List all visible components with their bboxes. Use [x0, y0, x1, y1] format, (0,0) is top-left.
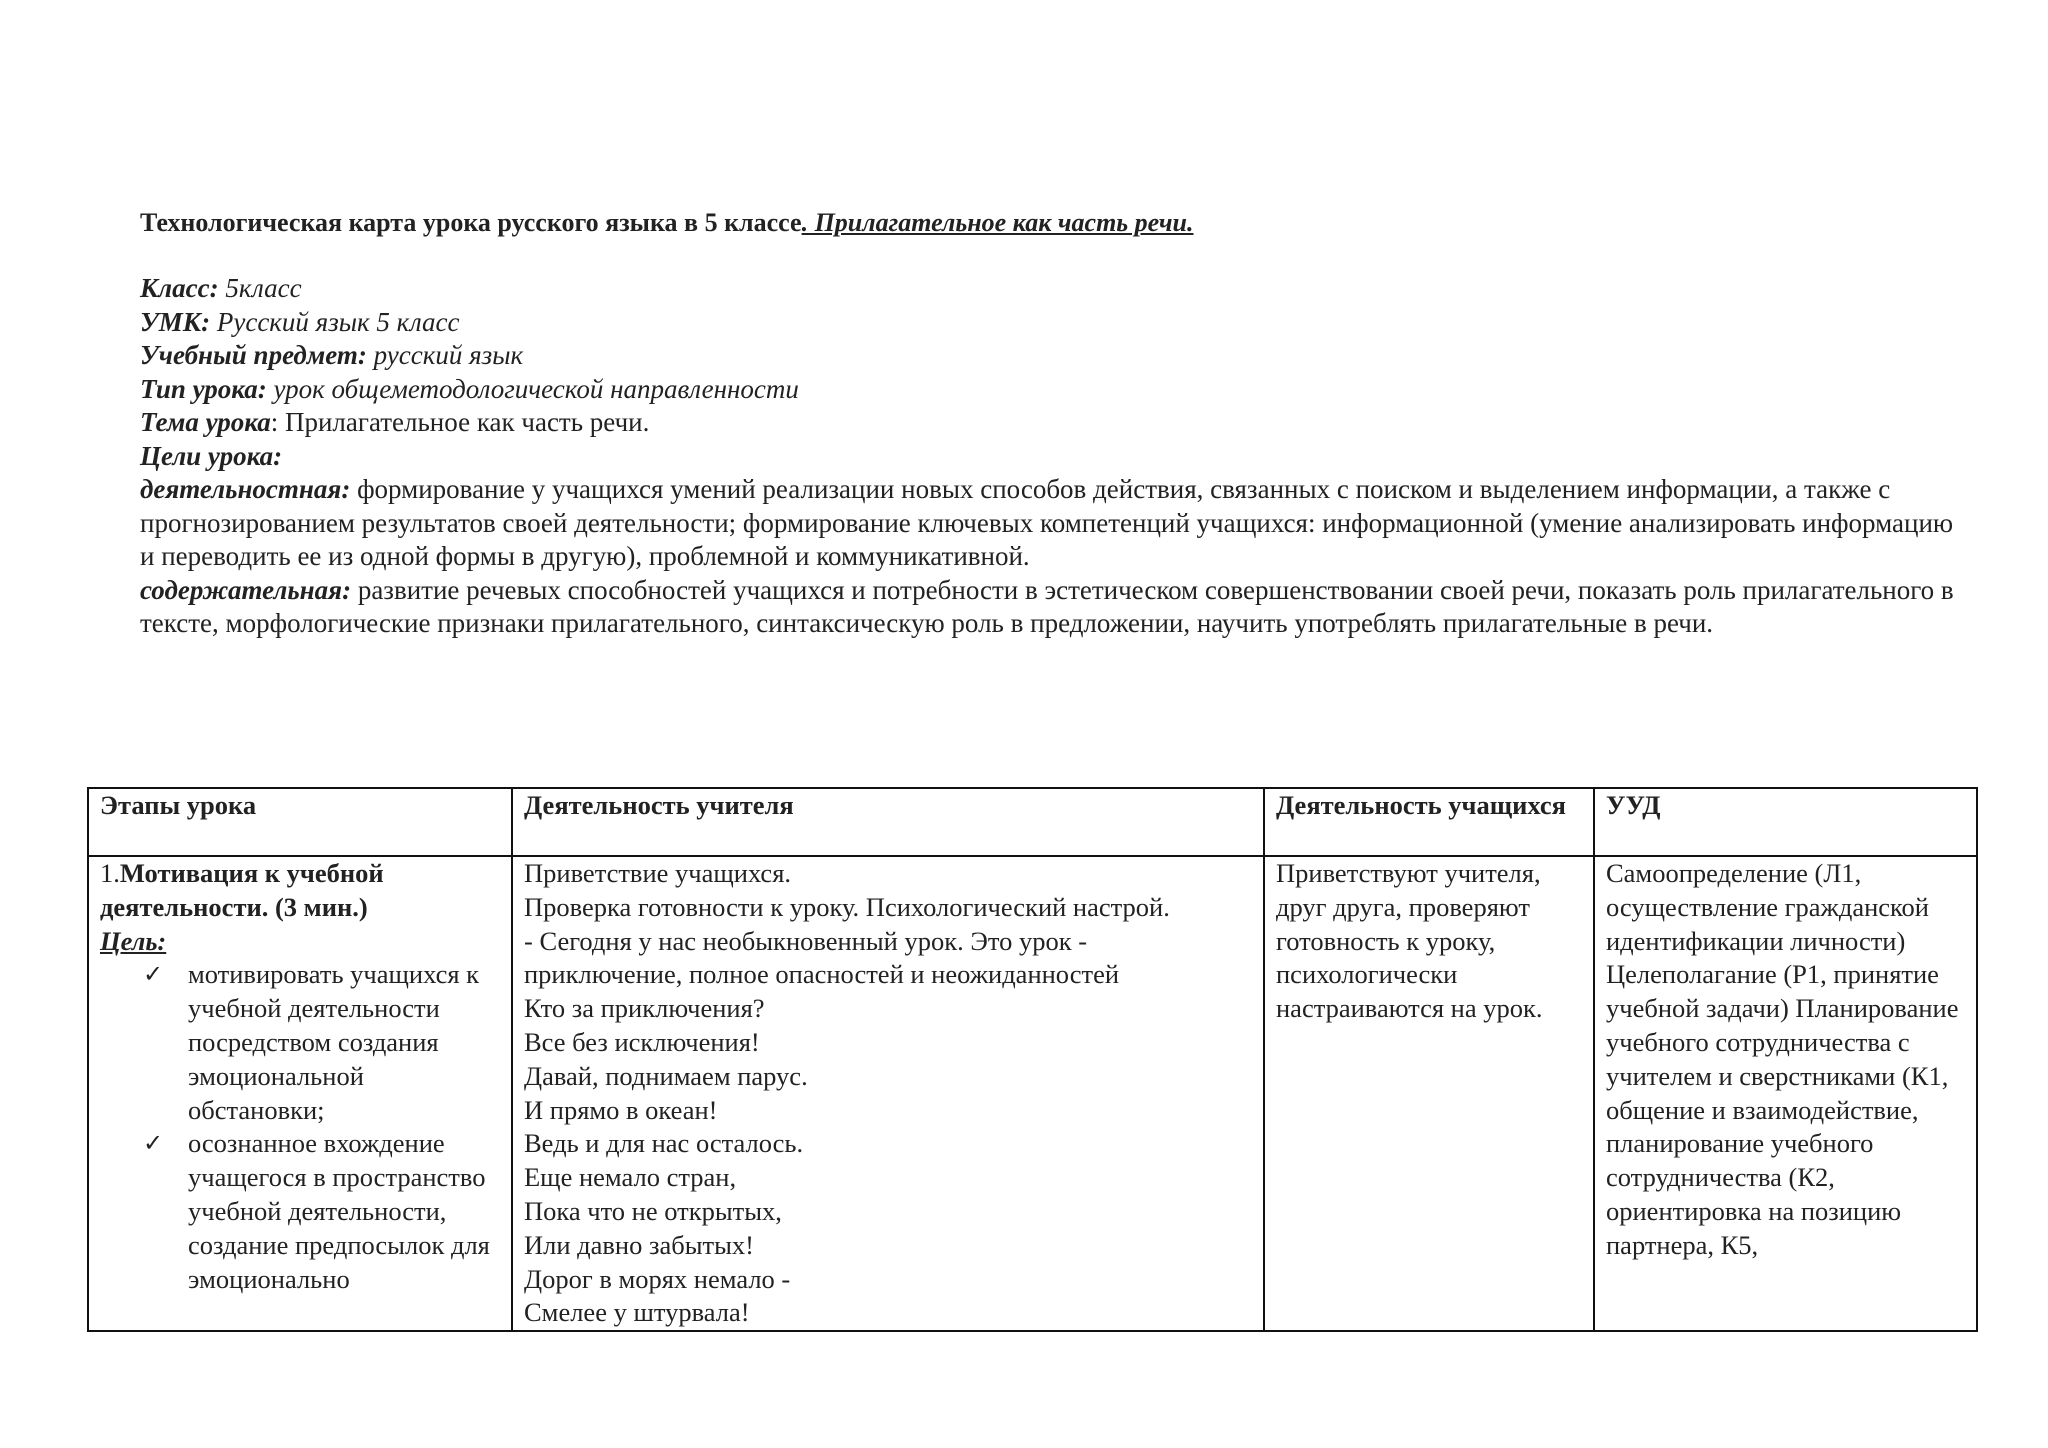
table-header-row — [88, 788, 1977, 856]
title-subtitle: . Прилагательное как часть речи. — [801, 208, 1194, 237]
header-students-activity: Деятельность учащихся — [1264, 788, 1594, 856]
topic-line — [140, 406, 1960, 440]
checkmark-icon: ✓ — [143, 1129, 164, 1158]
teacher-line: Кто за приключения? — [524, 993, 765, 1024]
content-text: развитие речевых способностей учащихся и потребности в эстетическом совершенствовании своей речи, показать роль прилагательного в тексте, морфологические признаки прилагательного, синтаксическую роль в предложении, научить употреблять прилагательные в речи. — [140, 574, 1954, 638]
teacher-line: Пока что не открытых, — [524, 1195, 782, 1226]
teacher-line: Смелее у штурвала! — [524, 1297, 750, 1328]
umk-value: Русский язык 5 класс — [210, 306, 460, 337]
umk-label: УМК: — [140, 306, 211, 337]
teacher-line: Проверка готовности к уроку. Психологический настрой. — [524, 891, 1170, 922]
umk-line — [140, 306, 1960, 340]
activity-text: формирование у учащихся умений реализации новых способов действия, связанных с поиском и выделением информации, а также с прогнозированием результатов своей деятельности; формирование ключевых компетенций учащихся: информационной (умение анализировать информацию и переводить ее из одной формы в другую), проблемной и коммуникативной. — [140, 474, 1954, 571]
stage-title — [100, 857, 501, 925]
uud-cell: Самоопределение (Л1, осуществление гражданской идентификации личности) Целеполагание (Р1, принятие учебной задачи) Планирование учебного сотрудничества с учителем и сверстниками (К1, общение и взаимодействие, планирование учебного сотрудничества (К2, ориентировка на позицию партнера, К5, — [1594, 856, 1977, 1331]
class-label: Класс: — [140, 273, 219, 303]
goal-item-text: осознанное вхождение учащегося в пространство учебной деятельности, создание предпосылок для эмоционально — [188, 1128, 490, 1294]
goal-label: Цель: — [100, 925, 167, 956]
header-stages: Этапы урока — [88, 788, 512, 856]
header-uud: УУД — [1594, 788, 1977, 856]
teacher-line: - Сегодня у нас необыкновенный урок. Это урок - — [524, 925, 1088, 956]
teacher-line: И прямо в океан! — [524, 1094, 718, 1125]
teacher-line: Еще немало стран, — [524, 1162, 737, 1193]
type-value: урок общеметодологической направленности — [266, 373, 799, 404]
students-activity-cell: Приветствуют учителя, друг друга, проверяют готовность к уроку, психологически настраиваются на урок. — [1264, 856, 1594, 1331]
header-teacher-activity: Деятельность учителя — [512, 788, 1264, 856]
teacher-line: Давай, поднимаем парус. — [524, 1060, 808, 1091]
goals-heading — [140, 440, 1960, 474]
activity-goal — [140, 473, 1960, 574]
topic-value: : Прилагательное как часть речи. — [270, 407, 650, 437]
goal-item-text: мотивировать учащихся к учебной деятельности посредством создания эмоциональной обстановки; — [188, 959, 480, 1125]
goals-label: Цели урока: — [140, 440, 283, 471]
goal-item — [143, 958, 501, 1127]
subject-value: русский язык — [366, 340, 524, 370]
document-title — [140, 206, 1960, 240]
lesson-info — [140, 272, 1960, 641]
teacher-line: Дорог в морях немало - — [524, 1263, 791, 1294]
type-label: Тип урока: — [140, 373, 267, 404]
table-row — [88, 856, 1977, 1331]
teacher-line: приключение, полное опасностей и неожиданностей — [524, 959, 1120, 990]
goal-item — [143, 1127, 501, 1296]
content-label: содержательная: — [140, 574, 352, 605]
class-line — [140, 272, 1960, 306]
subject-line — [140, 339, 1960, 373]
activity-label: деятельностная: — [140, 474, 351, 504]
teacher-line: Приветствие учащихся. — [524, 858, 792, 888]
class-value: 5класс — [218, 273, 302, 303]
lesson-plan-table — [87, 787, 1978, 1332]
teacher-line: Ведь и для нас осталось. — [524, 1128, 804, 1159]
subject-label: Учебный предмет: — [140, 340, 367, 370]
type-line — [140, 373, 1960, 407]
topic-label: Тема урока — [140, 407, 271, 437]
stage-name: Мотивация к учебной деятельности. (3 мин.) — [100, 858, 384, 922]
teacher-activity-cell — [512, 856, 1264, 1331]
title-main: Технологическая карта урока русского языка в 5 классе — [140, 208, 802, 237]
stage-number: 1. — [100, 858, 120, 888]
goal-list — [100, 958, 501, 1296]
teacher-line: Все без исключения! — [524, 1026, 760, 1057]
content-goal — [140, 574, 1960, 641]
teacher-line: Или давно забытых! — [524, 1229, 754, 1260]
stage-cell — [88, 856, 512, 1331]
checkmark-icon: ✓ — [143, 960, 164, 989]
